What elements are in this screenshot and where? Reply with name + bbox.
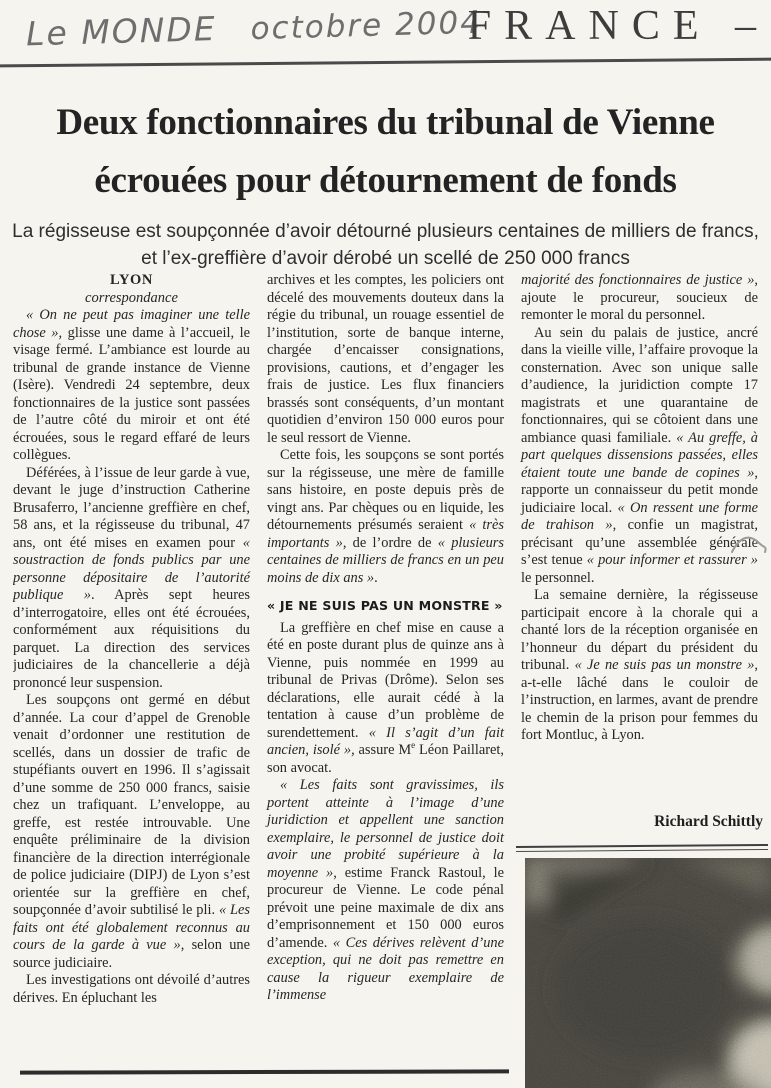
paragraph: Cette fois, les soupçons se sont portés sur la régisseuse, une mère de famille sans histoire, en poste depuis près de vingt ans. Par chèques ou en liquide, les détournements présumés seraient « très importants », de l’ordre de « plusieurs centaines de milliers de francs en un peu moins de dix ans ». xyxy=(267,447,504,586)
paragraph: Au sein du palais de justice, ancré dans la vieille ville, l’affaire provoque la consternation. Avec son unique salle d’audience, la juridiction compte 17 magistrats et une quarantaine de fonctionnaires, qui se côtoient dans une ambiance quasi familiale. « Au greffe, à part quelques dissensions passées, elles étaient toute une bande de copines », rapporte un connaisseur du petit monde judiciaire local. « On ressent une forme de trahison », confie un magistrat, précisant qu’une assemblée générale s’est tenue « pour informer et rassurer » le personnel. xyxy=(521,324,758,586)
paragraph: Les investigations ont dévoilé d’autres dérives. En épluchant les xyxy=(13,972,250,1006)
headline xyxy=(8,94,763,210)
article-photo xyxy=(525,858,771,1088)
handwritten-title: Le MONDE xyxy=(25,9,218,54)
paragraph: Déférées, à l’issue de leur garde à vue, devant le juge d’instruction Catherine Brusaferro, l’ancienne greffière en chef, 58 ans, et la régisseuse du tribunal, 47 ans, ont été mises en examen pour « soustraction de fonds publics par une personne dépositaire de l’autorité publique ». Après sept heures d’interrogatoire, elles ont été écrouées, conformément aux réquisitions du parquet. La direction des services judiciaires de la chancellerie a déjà prononcé leur suspension. xyxy=(13,464,251,691)
section-header: FRANCE – xyxy=(467,3,769,49)
handwritten-note xyxy=(26,2,483,54)
dateline-kicker: correspondance xyxy=(85,289,178,306)
paragraph: « Les faits sont gravissimes, ils portent atteinte à l’image d’une juridiction et appellent une sanction exemplaire, le personnel de justice doit avoir une probité supérieure à la moyenne », estime Franck Rastoul, le procureur de Vienne. Le code pénal prévoit une peine maximale de dix ans d’emprisonnement et 150 000 euros d’amende. « Ces dérives relèvent d’une exception, qui ne doit pas remettre en cause la rigueur exemplaire de l’immense xyxy=(267,777,504,1003)
article-column-1 xyxy=(13,272,250,1084)
dateline-city: LYON xyxy=(110,272,153,288)
article-column-2 xyxy=(267,272,504,1084)
paragraph: majorité des fonctionnaires de justice », ajoute le procureur, soucieux de remonter le moral du personnel. xyxy=(521,272,758,323)
handwritten-date: octobre 2004 xyxy=(250,4,483,48)
paragraph: Les soupçons ont germé en début d’année. La cour d’appel de Grenoble venait d’ordonner une restitution de scellés, dans un dossier de trafic de stupéfiants ouvert en 1996. Il s’agissait d’une somme de 250 000 francs, saisie chez un trafiquant. L’enveloppe, au greffe, est restée introuvable. Une enquête préliminaire de la division financière de la direction interrégionale de police judiciaire (DIPJ) de Lyon s’est orientée sur la greffière en chef, soupçonnée d’avoir subtilisé le pli. « Les faits ont été globalement reconnus au cours de la garde à vue », selon une source judiciaire. xyxy=(13,692,251,971)
headline-line1: Deux fonctionnaires du tribunal de Vienne xyxy=(56,102,715,143)
paragraph: La semaine dernière, la régisseuse participait encore à la chorale qui a chanté lors de la réception organisée en l’honneur du départ du président du tribunal. « Je ne suis pas un monstre », a-t-elle lâché dans le couloir de l’instruction, en larmes, avant de prendre le chemin de la prison pour femmes du fort Montluc, à Lyon. xyxy=(521,587,758,743)
crosshead: « JE NE SUIS PAS UN MONSTRE » xyxy=(267,598,503,613)
headline-line2: écrouées pour détournement de fonds xyxy=(94,160,677,201)
header-rule xyxy=(0,58,771,67)
standfirst: La régisseuse est soupçonnée d’avoir détourné plusieurs centaines de milliers de francs, et l’ex-greffière d’avoir dérobé un scellé de 250 000 francs xyxy=(12,221,759,269)
byline: Richard Schittly xyxy=(654,813,763,830)
paragraph: « On ne peut pas imaginer une telle chose », glisse une dame à l’accueil, le visage fermé. L’ambiance est lourde au tribunal de grande instance de Vienne (Isère). Vendredi 24 septembre, deux fonctionnaires de la justice sont passées de l’autre côté du miroir et ont été écrouées, sous le regard effaré de leurs collègues. xyxy=(13,307,250,463)
paragraph: archives et les comptes, les policiers ont décelé des mouvements douteux dans la régie du tribunal, un rouage essentiel de l’institution, sorte de banque interne, chargée d’encaisser consignations, provisions, cautions, et d’engager les frais de justice. Les flux financiers brassés sont conséquents, d’un montant quotidien d’environ 150 000 euros pour le seul ressort de Vienne. xyxy=(267,272,504,446)
paragraph: La greffière en chef mise en cause a été en poste durant plus de quinze ans à Vienne, puis nommée en 1999 au tribunal de Privas (Drôme). Selon ses déclarations, elle aurait cédé à la tentation à cause d’un problème de surendettement. « Il s’agit d’un fait ancien, isolé », assure Me Léon Paillaret, son avocat. xyxy=(267,619,504,776)
pen-mark xyxy=(730,532,770,558)
